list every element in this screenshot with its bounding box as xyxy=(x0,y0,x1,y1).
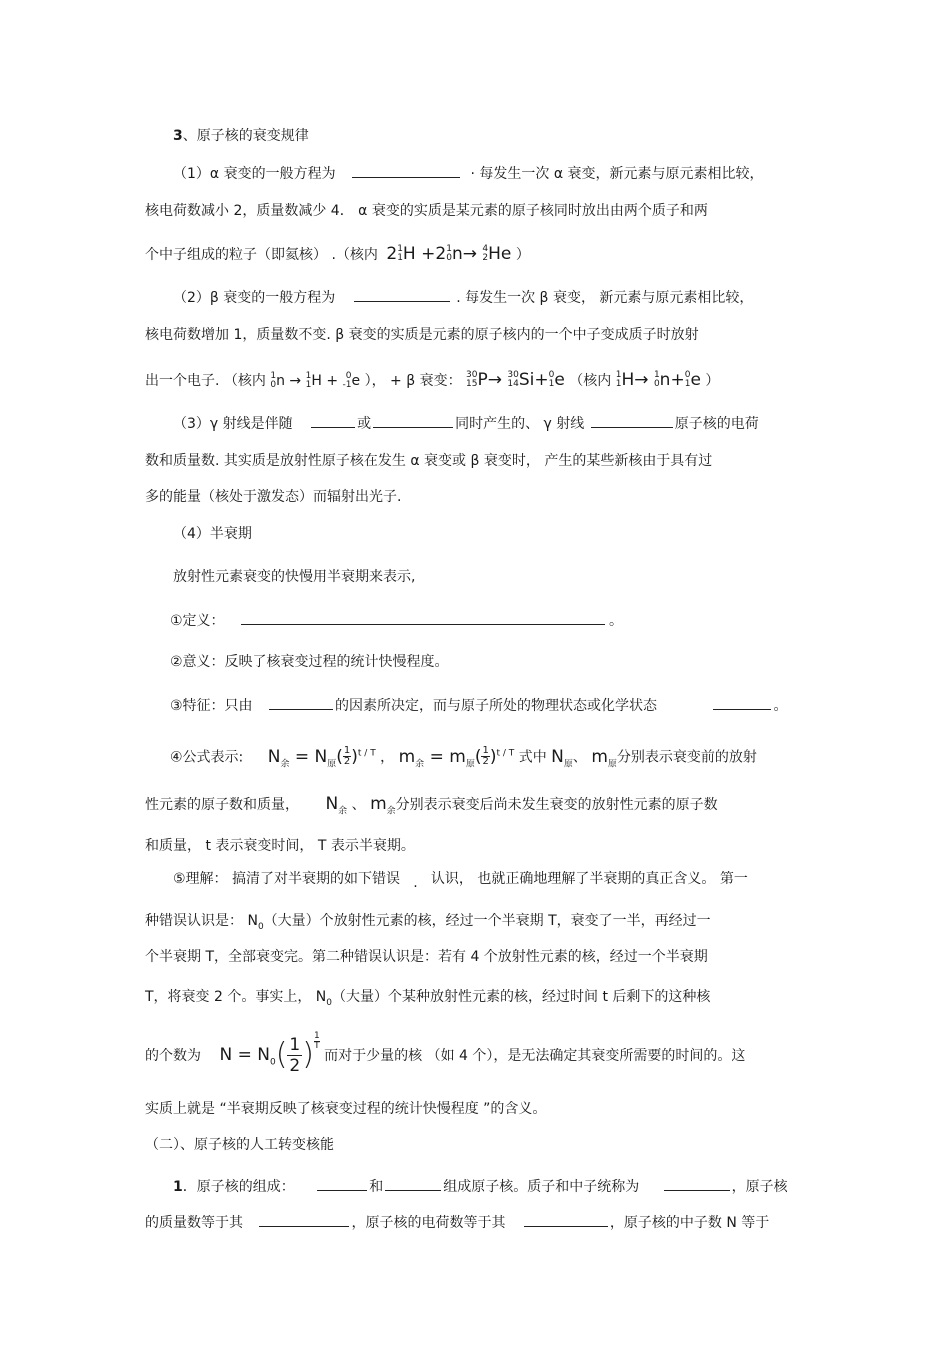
feature-blank-2[interactable] xyxy=(713,695,771,710)
composition-text: 组成原子核。质子和中子统称为 xyxy=(443,1179,640,1195)
half-life-intro: 放射性元素衰变的快慢用半衰期来表示, xyxy=(173,569,416,585)
understanding-text: 种错误认识是： N xyxy=(145,913,258,929)
gamma-text: （3）γ 射线是伴随 xyxy=(173,416,293,432)
formula-sep: 、 xyxy=(351,797,366,813)
formula-comma: ， xyxy=(380,749,395,766)
composition-blank-5[interactable] xyxy=(524,1212,608,1227)
beta-line-3 xyxy=(145,370,719,391)
beta-line-1 xyxy=(173,287,753,308)
beta-text: ） xyxy=(705,373,720,389)
beta-plus-equation: 30 15 P→ 30 14 Si+ 0 1 e xyxy=(466,370,565,390)
beta-core-equation: 1 0 n → 1 1 H + 0 -1 e xyxy=(270,371,361,390)
composition-line-1 xyxy=(173,1176,788,1197)
beta-text: （2）β 衰变的一般方程为 xyxy=(173,290,336,306)
alpha-equation-blank[interactable] xyxy=(352,163,460,178)
alpha-text: 个中子组成的粒子（即氦核） .（核内 xyxy=(145,247,378,263)
formula-m: $m_余 = m_原$( $\frac{1}{2}$ )$^{t / T}$ xyxy=(398,745,515,770)
beta-text: . 每发生一次 β 衰变， 新元素与原元素相比较， xyxy=(456,290,754,306)
alpha-text: ） xyxy=(515,247,530,263)
composition-text: ，原子核的电荷数等于其 xyxy=(351,1215,506,1231)
beta-equation-blank[interactable] xyxy=(354,287,450,302)
composition-number: 1 xyxy=(173,1179,183,1195)
understanding-text: T，将衰变 2 个。事实上， N xyxy=(145,989,327,1005)
understanding-line-5 xyxy=(145,1030,745,1087)
feature-end: 。 xyxy=(773,698,788,714)
formula-var-m0: $m_原$ xyxy=(591,746,617,770)
half-life-definition xyxy=(170,610,623,631)
formula-text: 式中 xyxy=(518,749,547,766)
formula-sep: 、 xyxy=(572,749,587,766)
understanding-text: （大量）个某种放射性元素的核，经过时间 t 后剩下的这种核 xyxy=(332,989,711,1005)
understanding-text: 认识， 也就正确地理解了半衰期的真正含义。 第一 xyxy=(430,871,748,887)
composition-blank-4[interactable] xyxy=(259,1212,349,1227)
composition-text: 的质量数等于其 xyxy=(145,1215,243,1231)
composition-text: ，原子核的中子数 N 等于 xyxy=(609,1215,770,1231)
gamma-blank-3[interactable] xyxy=(591,413,673,428)
half-life-meaning: ②意义：反映了核衰变过程的统计快慢程度。 xyxy=(170,654,449,670)
beta-text: ）， + β 衰变： xyxy=(364,373,462,389)
n0-subscript: 0 xyxy=(257,921,264,932)
section-heading-transmutation: （二）、原子核的人工转变核能 xyxy=(145,1137,334,1153)
emphasis-dot: · xyxy=(413,879,418,895)
alpha-line-3 xyxy=(145,244,530,265)
understanding-line-3: 个半衰期 T，全部衰变完。第二种错误认识是：若有 4 个放射性元素的核，经过一个半衰期 xyxy=(145,949,708,965)
formula-var-m: $m_余$ xyxy=(370,794,396,817)
gamma-text: 原子核的电荷 xyxy=(674,416,759,432)
understanding-text: （大量）个放射性元素的核，经过一个半衰期 T，衰变了一半，再经过一 xyxy=(263,913,711,929)
formula-n: $N_余 = N_原$( $\frac{1}{2}$ )$^{t / T}$ xyxy=(267,745,376,770)
half-life-formula-line-2 xyxy=(145,792,718,823)
understanding-line-2 xyxy=(145,911,711,937)
composition-text: ．原子核的组成： xyxy=(182,1179,295,1195)
composition-blank-3[interactable] xyxy=(664,1176,730,1191)
understanding-text: ⑤理解： 搞清了对半衰期的如下错误 xyxy=(173,871,401,887)
feature-text: ③特征：只由 xyxy=(170,698,253,714)
formula-label: ④公式表示: xyxy=(170,749,244,766)
alpha-text: （1）α 衰变的一般方程为 xyxy=(173,166,336,182)
alpha-text: · 每发生一次 α 衰变，新元素与原元素相比较， xyxy=(470,166,764,182)
half-life-feature xyxy=(170,695,787,716)
gamma-line-3: 多的能量（核处于激发态）而辐射出光子. xyxy=(145,489,402,505)
composition-text: ，原子核 xyxy=(731,1179,788,1195)
gamma-line-2: 数和质量数. 其实质是放射性原子核在发生 α 衰变或 β 衰变时， 产生的某些新核由于具有过 xyxy=(145,453,713,469)
definition-blank[interactable] xyxy=(241,610,605,625)
definition-end: 。 xyxy=(609,613,624,629)
formula-text: 分别表示衰变后尚未发生衰变的放射性元素的原子数 xyxy=(395,797,718,813)
formula-var-n0: $N_原$ xyxy=(551,746,573,770)
definition-label: ①定义： xyxy=(170,613,225,629)
formula-var-n: $N_余$ xyxy=(325,794,348,817)
alpha-line-1 xyxy=(173,163,764,184)
understanding-line-4 xyxy=(145,987,710,1013)
decay-formula: $N = N_0$( $\frac{1}{2}$ ) $\frac{1}{T}$ xyxy=(219,1031,320,1076)
section-title: 、原子核的衰变规律 xyxy=(182,128,309,144)
formula-text: 分别表示衰变前的放射 xyxy=(616,749,757,766)
half-life-formula-line-3: 和质量， t 表示衰变时间， T 表示半衰期。 xyxy=(145,838,415,854)
beta-line-2: 核电荷数增加 1，质量数不变. β 衰变的实质是元素的原子核内的一个中子变成质子时放射 xyxy=(145,327,699,343)
formula-text: 性元素的原子数和质量， xyxy=(145,797,299,813)
composition-text: 和 xyxy=(369,1179,384,1195)
alpha-core-equation: 2 1 1 H +2 1 0 n→ 4 2 He xyxy=(386,244,512,264)
section-heading-decay xyxy=(173,126,309,146)
gamma-blank-2[interactable] xyxy=(373,413,453,428)
feature-blank-1[interactable] xyxy=(269,695,333,710)
beta-text: （核内 xyxy=(569,373,612,389)
gamma-text: 或 xyxy=(357,416,372,432)
composition-line-2 xyxy=(145,1212,769,1233)
n0-subscript: 0 xyxy=(326,997,333,1008)
understanding-line-1 xyxy=(173,869,748,895)
beta-text: 出一个电子. （核内 xyxy=(145,373,266,389)
gamma-blank-1[interactable] xyxy=(311,413,355,428)
beta-plus-core-equation: 1 1 H→ 1 0 n+ 0 1 e xyxy=(615,370,701,390)
understanding-text: 而对于少量的核 （如 4 个），是无法确定其衰变所需要的时间的。这 xyxy=(324,1048,746,1064)
feature-text: 的因素所决定，而与原子所处的物理状态或化学状态 xyxy=(335,698,658,714)
gamma-line-1 xyxy=(173,413,759,434)
gamma-text: 同时产生的、 γ 射线 xyxy=(455,416,585,432)
alpha-line-2: 核电荷数减小 2，质量数减少 4． α 衰变的实质是某元素的原子核同时放出由两个质子和两 xyxy=(145,203,708,219)
half-life-formula-line xyxy=(170,740,757,777)
understanding-line-6: 实质上就是 “半衰期反映了核衰变过程的统计快慢程度 ”的含义。 xyxy=(145,1101,547,1117)
half-life-title: （4）半衰期 xyxy=(173,526,252,542)
composition-blank-1[interactable] xyxy=(317,1176,367,1191)
composition-blank-2[interactable] xyxy=(385,1176,441,1191)
understanding-text: 的个数为 xyxy=(145,1048,201,1064)
section-number: 3 xyxy=(173,128,183,144)
